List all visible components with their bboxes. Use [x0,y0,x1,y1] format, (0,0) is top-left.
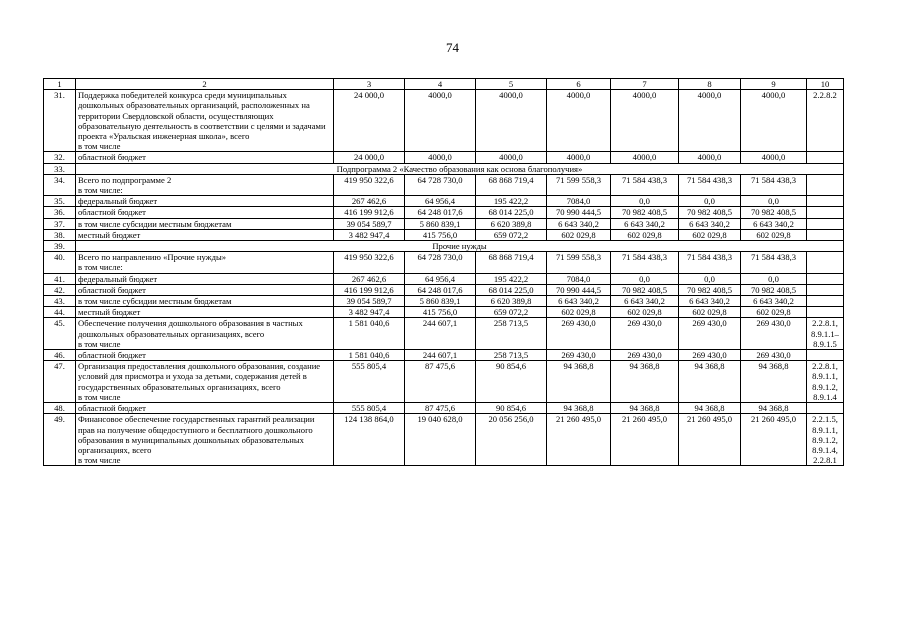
goal-cell [807,350,844,361]
value-cell: 6 643 340,2 [611,296,679,307]
value-cell: 7084,0 [547,273,611,284]
description-text: областной бюджет [78,403,146,414]
value-cell: 64 728 730,0 [405,174,476,195]
table-row [44,296,844,307]
value-cell: 6 643 340,2 [679,296,741,307]
goal-code: 8.9.1.2, [812,434,838,445]
table-row [44,414,844,466]
row-description [76,361,334,403]
value-cell: 64 956,4 [405,196,476,207]
table-row [44,350,844,361]
goal-cell [807,207,844,218]
value-cell: 4000,0 [547,90,611,152]
value-cell: 39 054 589,7 [334,218,405,229]
value-cell: 267 462,6 [334,273,405,284]
row-number: 32. [44,152,76,163]
table-row [44,252,844,273]
row-number: 41. [44,273,76,284]
value-cell: 7084,0 [547,196,611,207]
row-number: 43. [44,296,76,307]
value-cell: 94 368,8 [611,361,679,403]
description-subtext: в том числе [78,338,121,349]
description-text: федеральный бюджет [78,273,158,284]
goal-cell [807,284,844,295]
goal-cell [807,174,844,195]
row-number: 49. [44,414,76,466]
row-number: 31. [44,90,76,152]
description-text: федеральный бюджет [78,196,158,207]
value-cell: 602 029,8 [547,307,611,318]
value-cell: 6 620 389,8 [476,218,547,229]
goal-cell [807,307,844,318]
column-header: 4 [405,79,476,90]
row-description [76,252,334,273]
row-description [76,174,334,195]
value-cell: 94 368,8 [679,403,741,414]
description-text: Организация предоставления дошкольного образования, создание условий для присмотра и ухода за детьми, содержания детей в государственных образовательных организациях, всего [78,361,321,392]
value-cell: 94 368,8 [547,361,611,403]
column-header: 9 [741,79,807,90]
section-row [44,241,844,252]
goal-cell [807,318,844,350]
value-cell: 94 368,8 [547,403,611,414]
column-header: 5 [476,79,547,90]
description-text: Всего по подпрограмме 2 [78,174,172,185]
value-cell: 68 014 225,0 [476,284,547,295]
row-description [76,196,334,207]
row-number: 34. [44,174,76,195]
value-cell: 21 260 495,0 [679,414,741,466]
row-description [76,152,334,163]
column-header: 10 [807,79,844,90]
value-cell: 244 607,1 [405,318,476,350]
value-cell: 70 982 408,5 [741,207,807,218]
header-row [44,79,844,90]
value-cell: 416 199 912,6 [334,207,405,218]
value-cell: 4000,0 [405,90,476,152]
value-cell: 0,0 [679,196,741,207]
goal-cell [807,90,844,152]
goal-code: 8.9.1.4, [812,444,838,455]
row-number: 46. [44,350,76,361]
value-cell: 4000,0 [741,152,807,163]
table-row [44,229,844,240]
value-cell: 415 756,0 [405,229,476,240]
value-cell: 70 982 408,5 [679,284,741,295]
description-text: областной бюджет [78,284,146,295]
table-row [44,207,844,218]
value-cell: 419 950 322,6 [334,252,405,273]
row-number: 37. [44,218,76,229]
row-number: 44. [44,307,76,318]
goal-code: 2.2.8.1 [813,455,837,466]
description-text: Финансовое обеспечение государственных гарантий реализации прав на получение общедоступного и бесплатного дошкольного образования в муниципальных дошкольных образовательных организациях, всего [78,414,315,455]
value-cell: 1 581 040,6 [334,350,405,361]
value-cell: 4000,0 [476,90,547,152]
value-cell: 6 643 340,2 [611,218,679,229]
row-description [76,318,334,350]
value-cell: 4000,0 [679,152,741,163]
table-body [44,79,844,466]
goal-code: 2.2.8.2 [813,90,837,101]
description-text: местный бюджет [78,307,141,318]
row-number: 36. [44,207,76,218]
value-cell: 602 029,8 [741,229,807,240]
page-number: 74 [446,40,459,55]
value-cell: 21 260 495,0 [547,414,611,466]
value-cell: 6 643 340,2 [547,218,611,229]
row-description [76,307,334,318]
value-cell: 71 584 438,3 [741,174,807,195]
value-cell: 6 643 340,2 [741,218,807,229]
row-number: 39. [44,241,76,252]
value-cell: 258 713,5 [476,318,547,350]
table-row [44,273,844,284]
value-cell: 71 584 438,3 [679,174,741,195]
goal-code: 8.9.1.1, [812,371,838,382]
value-cell: 419 950 322,6 [334,174,405,195]
goal-code: 2.2.8.1, [812,361,838,372]
row-description [76,229,334,240]
column-header: 1 [44,79,76,90]
row-number: 35. [44,196,76,207]
value-cell: 124 138 864,0 [334,414,405,466]
value-cell: 602 029,8 [611,307,679,318]
column-header: 3 [334,79,405,90]
section-title: Прочие нужды [76,241,844,252]
value-cell: 71 584 438,3 [741,252,807,273]
description-subtext: в том числе: [78,262,123,273]
value-cell: 70 982 408,5 [741,284,807,295]
value-cell: 195 422,2 [476,196,547,207]
row-description [76,273,334,284]
goal-code: 8.9.1.1, [812,424,838,435]
value-cell: 4000,0 [476,152,547,163]
row-number: 40. [44,252,76,273]
value-cell: 258 713,5 [476,350,547,361]
row-number: 45. [44,318,76,350]
column-header: 6 [547,79,611,90]
description-text: областной бюджет [78,207,146,218]
value-cell: 602 029,8 [611,229,679,240]
value-cell: 269 430,0 [679,318,741,350]
value-cell: 71 599 558,3 [547,252,611,273]
description-text: Обеспечение получения дошкольного образования в частных дошкольных образовательных организациях, всего [78,318,303,339]
value-cell: 90 854,6 [476,403,547,414]
value-cell: 94 368,8 [679,361,741,403]
table-row [44,90,844,152]
goal-cell [807,414,844,466]
value-cell: 64 956,4 [405,273,476,284]
value-cell: 555 805,4 [334,361,405,403]
value-cell: 269 430,0 [611,350,679,361]
value-cell: 416 199 912,6 [334,284,405,295]
value-cell: 87 475,6 [405,361,476,403]
goal-code: 2.2.1.5, [812,414,838,425]
value-cell: 19 040 628,0 [405,414,476,466]
value-cell: 659 072,2 [476,229,547,240]
value-cell: 68 868 719,4 [476,252,547,273]
section-title: Подпрограмма 2 «Качество образования как основа благополучия» [76,163,844,174]
description-text: местный бюджет [78,229,141,240]
description-text: Поддержка победителей конкурса среди муниципальных дошкольных образовательных организаций, расположенных на территории Свердловской области, осуществляющих образовательную деятельность в соответствии с целями и задачами проекта «Уральская инженерная школа», всего [78,90,326,142]
value-cell: 269 430,0 [741,318,807,350]
value-cell: 269 430,0 [741,350,807,361]
table-row [44,152,844,163]
value-cell: 5 860 839,1 [405,218,476,229]
row-description [76,90,334,152]
row-number: 38. [44,229,76,240]
column-header: 8 [679,79,741,90]
value-cell: 6 620 389,8 [476,296,547,307]
value-cell: 21 260 495,0 [611,414,679,466]
goal-code: 8.9.1.2, [812,381,838,392]
goal-cell [807,229,844,240]
description-subtext: в том числе [78,391,121,402]
value-cell: 70 990 444,5 [547,207,611,218]
value-cell: 244 607,1 [405,350,476,361]
value-cell: 269 430,0 [547,350,611,361]
value-cell: 269 430,0 [547,318,611,350]
row-number: 42. [44,284,76,295]
section-row [44,163,844,174]
value-cell: 4000,0 [741,90,807,152]
description-text: в том числе субсидии местным бюджетам [78,218,232,229]
row-description [76,296,334,307]
row-description [76,350,334,361]
column-header: 2 [76,79,334,90]
row-description [76,218,334,229]
value-cell: 4000,0 [611,90,679,152]
value-cell: 555 805,4 [334,403,405,414]
value-cell: 64 248 017,6 [405,284,476,295]
table-row [44,403,844,414]
table-row [44,174,844,195]
value-cell: 94 368,8 [741,403,807,414]
value-cell: 71 584 438,3 [611,252,679,273]
goal-code: 8.9.1.1– [811,328,839,339]
value-cell: 4000,0 [679,90,741,152]
value-cell: 0,0 [679,273,741,284]
value-cell: 24 000,0 [334,90,405,152]
value-cell: 602 029,8 [741,307,807,318]
value-cell: 71 584 438,3 [679,252,741,273]
value-cell: 0,0 [741,196,807,207]
value-cell: 68 014 225,0 [476,207,547,218]
value-cell: 70 982 408,5 [611,284,679,295]
value-cell: 64 248 017,6 [405,207,476,218]
row-number: 33. [44,163,76,174]
table-row [44,318,844,350]
value-cell: 415 756,0 [405,307,476,318]
value-cell: 70 982 408,5 [611,207,679,218]
goal-cell [807,361,844,403]
goal-cell [807,403,844,414]
goal-code: 8.9.1.4 [813,391,837,402]
value-cell: 6 643 340,2 [679,218,741,229]
value-cell: 4000,0 [405,152,476,163]
value-cell: 39 054 589,7 [334,296,405,307]
description-text: областной бюджет [78,350,146,361]
row-description [76,284,334,295]
value-cell: 90 854,6 [476,361,547,403]
value-cell: 4000,0 [547,152,611,163]
value-cell: 602 029,8 [547,229,611,240]
table-row [44,284,844,295]
goal-cell [807,252,844,273]
value-cell: 21 260 495,0 [741,414,807,466]
row-description [76,403,334,414]
value-cell: 24 000,0 [334,152,405,163]
table-row [44,218,844,229]
row-description [76,207,334,218]
goal-cell [807,218,844,229]
value-cell: 6 643 340,2 [741,296,807,307]
description-text: Всего по направлению «Прочие нужды» [78,252,227,263]
value-cell: 3 482 947,4 [334,229,405,240]
value-cell: 71 584 438,3 [611,174,679,195]
value-cell: 87 475,6 [405,403,476,414]
value-cell: 68 868 719,4 [476,174,547,195]
value-cell: 4000,0 [611,152,679,163]
value-cell: 0,0 [611,196,679,207]
description-text: в том числе субсидии местным бюджетам [78,296,232,307]
value-cell: 94 368,8 [741,361,807,403]
value-cell: 3 482 947,4 [334,307,405,318]
row-number: 48. [44,403,76,414]
value-cell: 269 430,0 [679,350,741,361]
budget-table [43,78,844,466]
value-cell: 0,0 [611,273,679,284]
description-text: областной бюджет [78,152,146,163]
value-cell: 6 643 340,2 [547,296,611,307]
description-subtext: в том числе: [78,185,123,196]
value-cell: 71 599 558,3 [547,174,611,195]
value-cell: 602 029,8 [679,307,741,318]
description-subtext: в том числе [78,141,121,152]
description-subtext: в том числе [78,455,121,466]
value-cell: 5 860 839,1 [405,296,476,307]
goal-cell [807,196,844,207]
table-row [44,307,844,318]
goal-code: 8.9.1.5 [813,338,837,349]
table-row [44,361,844,403]
value-cell: 70 982 408,5 [679,207,741,218]
value-cell: 64 728 730,0 [405,252,476,273]
value-cell: 94 368,8 [611,403,679,414]
value-cell: 267 462,6 [334,196,405,207]
table-row [44,196,844,207]
goal-code: 2.2.8.1, [812,318,838,329]
goal-cell [807,152,844,163]
goal-cell [807,296,844,307]
value-cell: 659 072,2 [476,307,547,318]
value-cell: 1 581 040,6 [334,318,405,350]
value-cell: 269 430,0 [611,318,679,350]
value-cell: 0,0 [741,273,807,284]
value-cell: 70 990 444,5 [547,284,611,295]
value-cell: 602 029,8 [679,229,741,240]
value-cell: 195 422,2 [476,273,547,284]
goal-cell [807,273,844,284]
row-number: 47. [44,361,76,403]
row-description [76,414,334,466]
value-cell: 20 056 256,0 [476,414,547,466]
column-header: 7 [611,79,679,90]
